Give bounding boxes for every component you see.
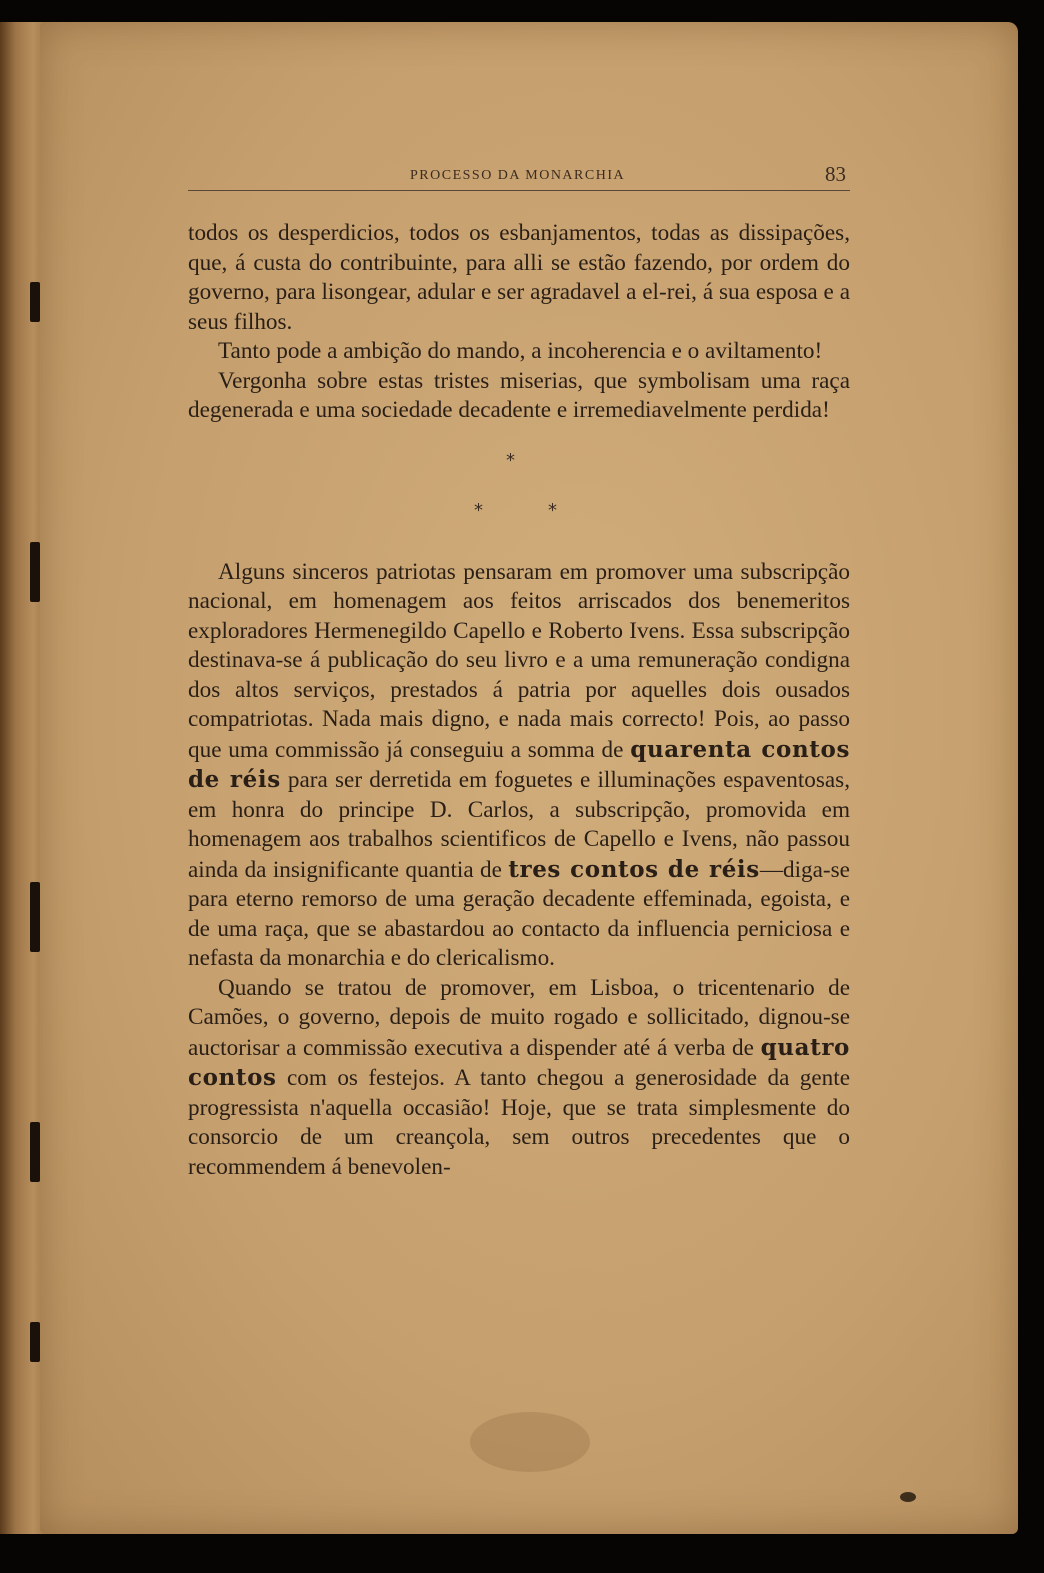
emphasized-amount: tres contos de réis xyxy=(508,855,760,883)
emphasized-amount: quatro contos xyxy=(188,1033,850,1091)
running-title: PROCESSO DA MONARCHIA xyxy=(410,168,626,183)
page-number: 83 xyxy=(825,162,846,186)
binding-thread xyxy=(30,282,40,322)
binding-thread xyxy=(30,1322,40,1362)
page-header xyxy=(188,160,850,191)
paper-stain xyxy=(470,1412,590,1472)
asterism-star: * xyxy=(548,499,557,521)
emphasized-amount: quarenta contos de réis xyxy=(188,735,850,793)
paragraph xyxy=(188,558,850,974)
text-run: Alguns sinceros patriotas pensaram em promover uma subscripção nacional, em homenagem aos feitos arriscados dos benemeritos exploradores Hermenegildo Capello e Roberto Ivens. Essa subscripção destinava-se á publicação do seu livro e a uma remuneração condigna dos altos serviços, prestados á patria por aquelles dois ousados compatriotas. Nada mais digno, e nada mais correcto! Pois, ao passo que uma commissão já conseguiu a somma de xyxy=(188,558,850,763)
paragraph-continued: todos os desperdicios, todos os esbanjamentos, todas as dissipações, que, á custa do contribuinte, para alli se estão fazendo, por ordem do governo, para lisongear, adular e ser agradavel a el-rei, á sua esposa e a seus filhos. xyxy=(188,220,850,335)
text-run: com os festejos. A tanto chegou a generosidade da gente progressista n'aquella occasião! Hoje, que se trata simplesmente do consorcio de um creançola, sem outros precedentes que o recommendem á benevolen- xyxy=(188,1065,850,1180)
binding-thread xyxy=(30,1122,40,1182)
text-run: Quando se tratou de promover, em Lisboa, o tricentenario de Camões, o governo, depois de muito rogado e sollicitado, dignou-se auctorisar a commissão executiva a dispender até á verba de xyxy=(188,974,850,1061)
text-run: para ser derretida em foguetes e illuminações espaventosas, em honra do principe D. Carlos, a subscripção, promovida em homenagem aos trabalhos scientificos de Capello e Ivens, não passou ainda da insignificante quantia de xyxy=(188,767,850,883)
asterism-star: * xyxy=(474,499,483,521)
paragraph: Vergonha sobre estas tristes miserias, que symbolisam uma raça degenerada e uma sociedade decadente e irremediavelmente perdida! xyxy=(188,367,850,423)
body-text xyxy=(188,219,850,1182)
binding-thread xyxy=(30,542,40,602)
text-run: —diga-se para eterno remorso de uma geração decadente effeminada, egoista, e de uma raça, que se abastardou ao contacto da influencia perniciosa e nefasta da monarchia e do clericalismo. xyxy=(188,856,850,971)
book-spine xyxy=(0,22,44,1534)
asterism-star: * xyxy=(506,449,515,471)
paragraph: Tanto pode a ambição do mando, a incoherencia e o aviltamento! xyxy=(218,338,823,364)
binding-thread xyxy=(30,882,40,952)
section-break xyxy=(188,426,850,558)
ink-spot xyxy=(900,1492,916,1502)
paragraph xyxy=(188,974,850,1183)
